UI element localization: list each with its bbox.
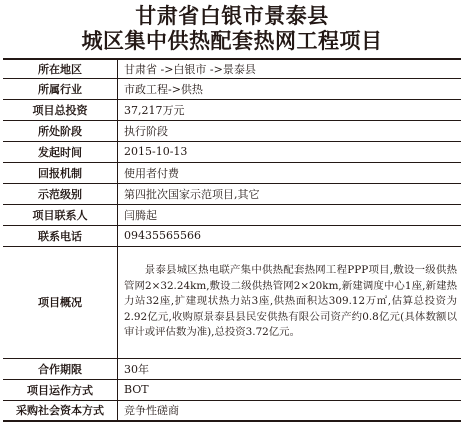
row-operation-mode — [3, 379, 461, 400]
project-info-table — [3, 58, 461, 422]
row-demo-level — [3, 183, 461, 204]
value-contact-person: 闫腾起 — [118, 204, 462, 225]
label-stage: 所处阶段 — [3, 120, 118, 141]
label-launch-date: 发起时间 — [3, 141, 118, 162]
value-total-investment: 37,217万元 — [118, 99, 462, 120]
label-operation-mode: 项目运作方式 — [3, 379, 118, 400]
row-industry — [3, 78, 461, 99]
value-cooperation-term: 30年 — [118, 358, 462, 379]
title-block — [3, 0, 461, 58]
label-return-mechanism: 回报机制 — [3, 162, 118, 183]
label-region: 所在地区 — [3, 59, 118, 78]
row-cooperation-term — [3, 358, 461, 379]
value-operation-mode: BOT — [118, 379, 462, 400]
label-procurement-method: 采购社会资本方式 — [3, 400, 118, 421]
label-contact-person: 项目联系人 — [3, 204, 118, 225]
title-line-1: 甘肃省白银市景泰县 — [135, 4, 329, 28]
value-demo-level: 第四批次国家示范项目,其它 — [118, 183, 462, 204]
row-procurement-method — [3, 400, 461, 421]
label-overview: 项目概况 — [3, 246, 118, 358]
row-region — [3, 59, 461, 78]
label-demo-level: 示范级别 — [3, 183, 118, 204]
value-stage: 执行阶段 — [118, 120, 462, 141]
row-contact-person — [3, 204, 461, 225]
value-return-mechanism: 使用者付费 — [118, 162, 462, 183]
row-launch-date — [3, 141, 461, 162]
label-contact-phone: 联系电话 — [3, 225, 118, 246]
title-line-2: 城区集中供热配套热网工程项目 — [81, 29, 383, 53]
row-return-mechanism — [3, 162, 461, 183]
value-procurement-method: 竞争性磋商 — [118, 400, 462, 421]
label-industry: 所属行业 — [3, 78, 118, 99]
value-region: 甘肃省 ->白银市 ->景泰县 — [118, 59, 462, 78]
row-contact-phone — [3, 225, 461, 246]
value-industry: 市政工程->供热 — [118, 78, 462, 99]
row-stage — [3, 120, 461, 141]
label-cooperation-term: 合作期限 — [3, 358, 118, 379]
value-launch-date: 2015-10-13 — [118, 141, 462, 162]
value-contact-phone: 09435565566 — [118, 225, 462, 246]
row-total-investment — [3, 99, 461, 120]
value-overview: 景泰县城区热电联产集中供热配套热网工程PPP项目,敷设一级供热管网2×32.24km,敷设二级供热管网2×20km,新建调度中心1座,新建热力站32座,扩建现状热力站3座,供热面积达309.12万㎡,估算总投资为2.92亿元,收购原景泰县县民安供热有限公司资产约0.8亿元(具体数额以审计或评估数为准),总投资3.72亿元。 — [118, 246, 462, 358]
row-overview — [3, 246, 461, 358]
label-total-investment: 项目总投资 — [3, 99, 118, 120]
